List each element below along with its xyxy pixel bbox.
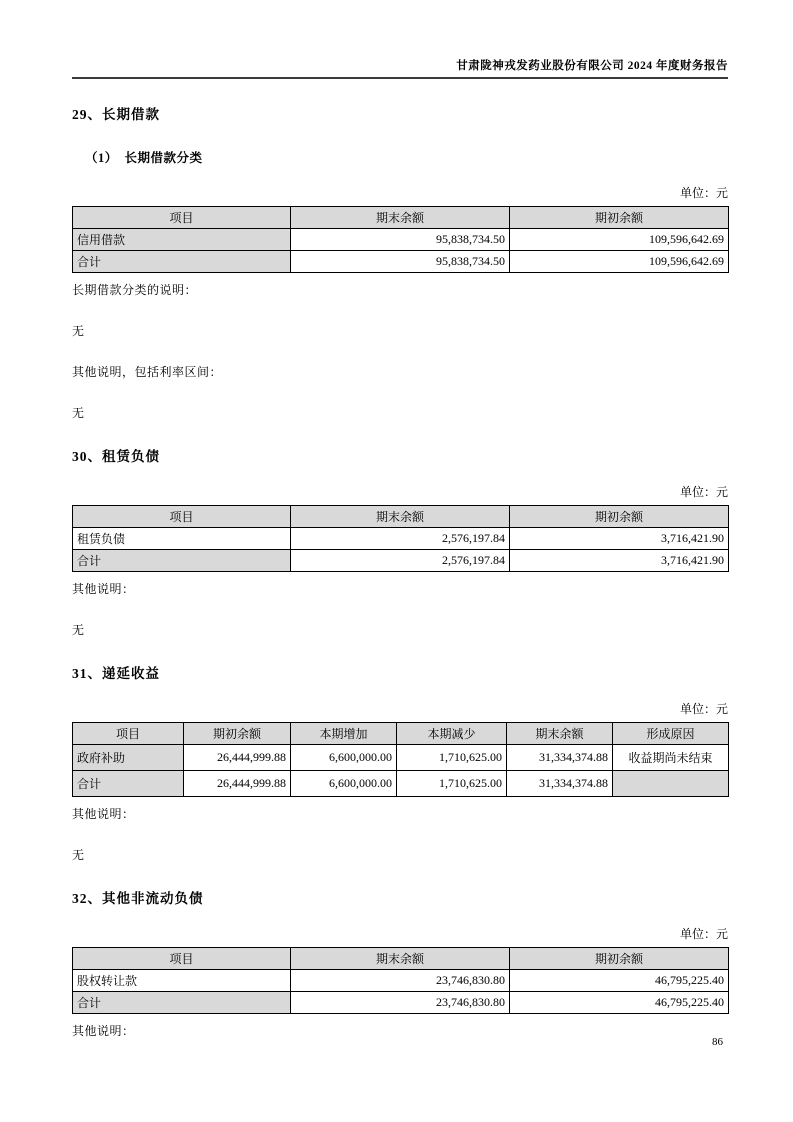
cell-value: 109,596,642.69: [510, 229, 729, 251]
cell-value: 1,710,625.00: [397, 771, 507, 797]
column-header: 项目: [73, 723, 184, 745]
row-label: 合计: [73, 550, 291, 572]
section-32-title: 32、其他非流动负债: [72, 891, 204, 906]
column-header: 本期增加: [291, 723, 397, 745]
lease-liability-table: [72, 505, 729, 572]
table-header-row: [73, 506, 729, 528]
cell-value: 46,795,225.40: [510, 992, 729, 1014]
unit-label: 单位：元: [679, 702, 728, 716]
unit-label: 单位：元: [679, 927, 728, 941]
row-label: 股权转让款: [73, 970, 291, 992]
column-header: 期末余额: [507, 723, 613, 745]
table-row-total: [73, 251, 729, 273]
table-header-row: [73, 948, 729, 970]
table-row: [73, 528, 729, 550]
page-content: [72, 0, 728, 1039]
cell-value: 23,746,830.80: [291, 970, 510, 992]
column-header: 期末余额: [291, 948, 510, 970]
column-header: 项目: [73, 506, 291, 528]
cell-value: 2,576,197.84: [291, 550, 510, 572]
column-header: 项目: [73, 948, 291, 970]
cell-value: 95,838,734.50: [291, 229, 510, 251]
column-header: 形成原因: [613, 723, 729, 745]
note-text: 其他说明：: [72, 807, 135, 821]
cell-value: 109,596,642.69: [510, 251, 729, 273]
cell-value: 3,716,421.90: [510, 550, 729, 572]
cell-value-empty: [613, 771, 729, 797]
table-row-total: [73, 550, 729, 572]
column-header: 期初余额: [184, 723, 291, 745]
cell-value: 95,838,734.50: [291, 251, 510, 273]
cell-value: 6,600,000.00: [291, 771, 397, 797]
column-header: 期初余额: [510, 207, 729, 229]
cell-value: 46,795,225.40: [510, 970, 729, 992]
note-text: 其他说明，包括利率区间：: [72, 365, 223, 379]
report-title: 甘肃陇神戎发药业股份有限公司 2024 年度财务报告: [456, 60, 728, 72]
row-label: 合计: [73, 992, 291, 1014]
cell-value: 31,334,374.88: [507, 771, 613, 797]
column-header: 期末余额: [291, 207, 510, 229]
column-header: 本期减少: [397, 723, 507, 745]
deferred-income-table: [72, 722, 729, 797]
section-30-title: 30、租赁负债: [72, 449, 160, 464]
note-text: 其他说明：: [72, 582, 135, 596]
cell-value: 26,444,999.88: [184, 745, 291, 771]
section-31-title: 31、递延收益: [72, 666, 160, 681]
table-row: [73, 229, 729, 251]
row-label: 合计: [73, 251, 291, 273]
table-row-total: [73, 992, 729, 1014]
row-label: 信用借款: [73, 229, 291, 251]
section-29-subsection-title: （1） 长期借款分类: [85, 151, 203, 165]
cell-value: 2,576,197.84: [291, 528, 510, 550]
page-number: 86: [712, 1036, 723, 1048]
row-label: 租赁负债: [73, 528, 291, 550]
cell-value: 6,600,000.00: [291, 745, 397, 771]
note-text: 无: [72, 324, 85, 338]
row-label: 政府补助: [73, 745, 184, 771]
column-header: 期初余额: [510, 948, 729, 970]
table-header-row: [73, 723, 729, 745]
cell-value: 26,444,999.88: [184, 771, 291, 797]
column-header: 项目: [73, 207, 291, 229]
note-text: 长期借款分类的说明：: [72, 283, 198, 297]
long-term-loan-table: [72, 206, 729, 273]
table-row: [73, 745, 729, 771]
unit-label: 单位：元: [679, 485, 728, 499]
table-header-row: [73, 207, 729, 229]
document-header: [72, 0, 728, 79]
note-text: 无: [72, 623, 85, 637]
column-header: 期初余额: [510, 506, 729, 528]
cell-value: 23,746,830.80: [291, 992, 510, 1014]
table-row-total: [73, 771, 729, 797]
cell-value: 31,334,374.88: [507, 745, 613, 771]
unit-label: 单位：元: [679, 186, 728, 200]
other-noncurrent-liabilities-table: [72, 947, 729, 1014]
table-row: [73, 970, 729, 992]
cell-value: 收益期尚未结束: [613, 745, 729, 771]
note-text: 无: [72, 406, 85, 420]
column-header: 期末余额: [291, 506, 510, 528]
section-29-title: 29、长期借款: [72, 107, 160, 122]
cell-value: 1,710,625.00: [397, 745, 507, 771]
note-text: 无: [72, 848, 85, 862]
note-text: 其他说明：: [72, 1024, 135, 1038]
row-label: 合计: [73, 771, 184, 797]
cell-value: 3,716,421.90: [510, 528, 729, 550]
